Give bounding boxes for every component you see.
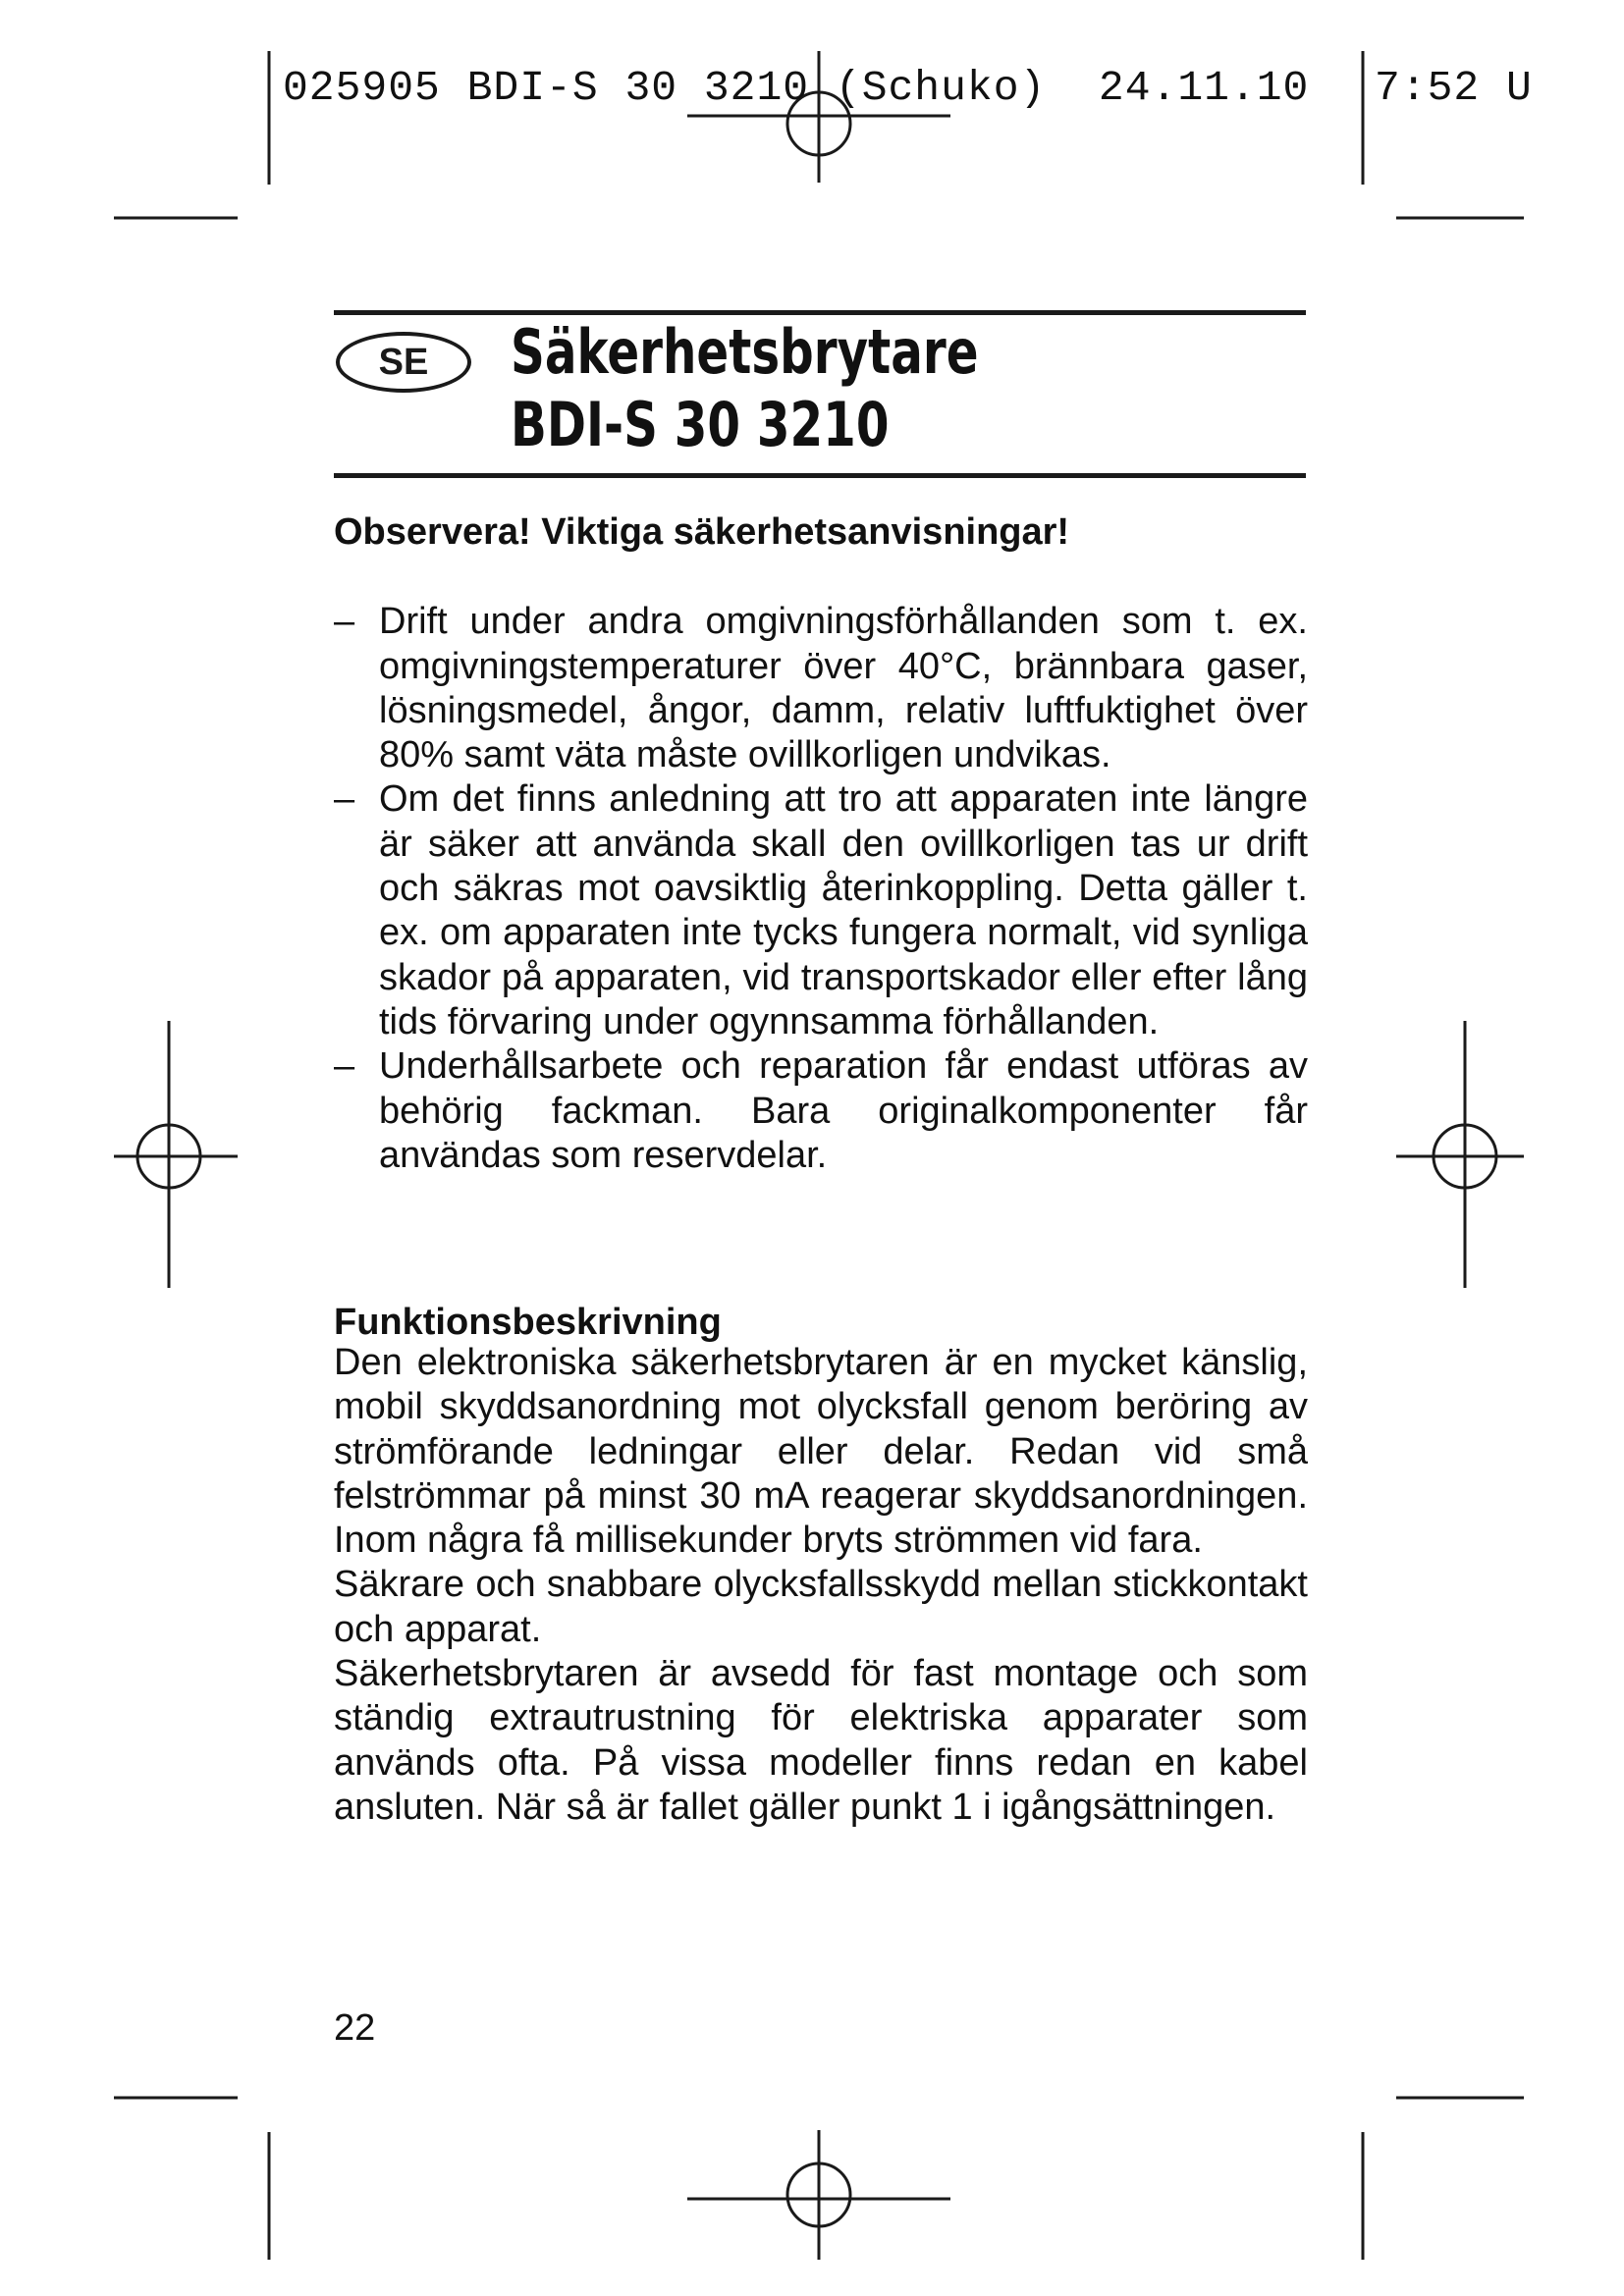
title-model-number: BDI-S 30 3210 [511,389,890,460]
safety-item [334,1044,1308,1178]
language-badge: SE [336,332,471,393]
bullet-dash: – [334,601,355,643]
print-job-slug: 025905 BDI-S 30 3210 (Schuko) 24.11.10 [283,64,1310,112]
header-rule-top [334,310,1306,315]
function-paragraph: Säkerhetsbrytaren är avsedd för fast montage och som ständig extrautrustning för elektriska apparater som används ofta. På vissa modeller finns redan en kabel ansluten. När så är fallet gäller punkt 1 i igångsättningen. [334,1653,1308,1828]
safety-item [334,600,1308,777]
safety-item-text: Om det finns anledning att tro att apparaten inte längre är säker att använda skall den ovillkorligen tas ur drift och säkras mot oavsiktlig återinkoppling. Detta gäller t. ex. om apparaten inte tycks fungera normalt, vid synliga skador på apparaten, vid transportskador eller efter lång tids förvaring under ogynnsamma förhållanden. [379,778,1308,1042]
bullet-dash: – [334,778,355,821]
function-paragraph: Säkrare och snabbare olycksfallsskydd mellan stickkontakt och apparat. [334,1564,1308,1650]
safety-item-text: Drift under andra omgivningsförhållanden som t. ex. omgivningstemperaturer över 40°C, brännbara gaser, lösningsmedel, ångor, damm, relativ luftfuktighet över 80% samt väta måste ovillkorligen undvikas. [379,601,1308,776]
print-job-time: 7:52 U [1375,64,1533,112]
safety-item [334,777,1308,1044]
bullet-dash: – [334,1045,355,1088]
safety-item-text: Underhållsarbete och reparation får endast utföras av behörig fackman. Bara originalkomponenter får användas som reservdelar. [379,1045,1308,1176]
header-rule-bottom [334,473,1306,478]
function-heading: Funktionsbeskrivning [334,1302,722,1343]
safety-list [334,600,1308,1178]
function-section [334,1304,1308,1830]
safety-heading: Observera! Viktiga säkerhetsanvisningar! [334,511,1070,553]
title-product-name: Säkerhetsbrytare [511,316,979,388]
registration-mark-right [1396,1021,1524,1288]
function-paragraph: Den elektroniska säkerhetsbrytaren är en mycket känslig, mobil skyddsanordning mot olycksfall genom beröring av strömförande ledningar eller delar. Redan vid små felströmmar på minst 30 mA reagerar skyddsanordningen. Inom några få millisekunder bryts strömmen vid fara. [334,1342,1308,1562]
registration-mark-bottom [687,2130,950,2260]
page-number: 22 [334,2007,376,2049]
page-title [511,316,978,461]
safety-section [334,510,1308,1178]
registration-mark-left [114,1021,238,1288]
